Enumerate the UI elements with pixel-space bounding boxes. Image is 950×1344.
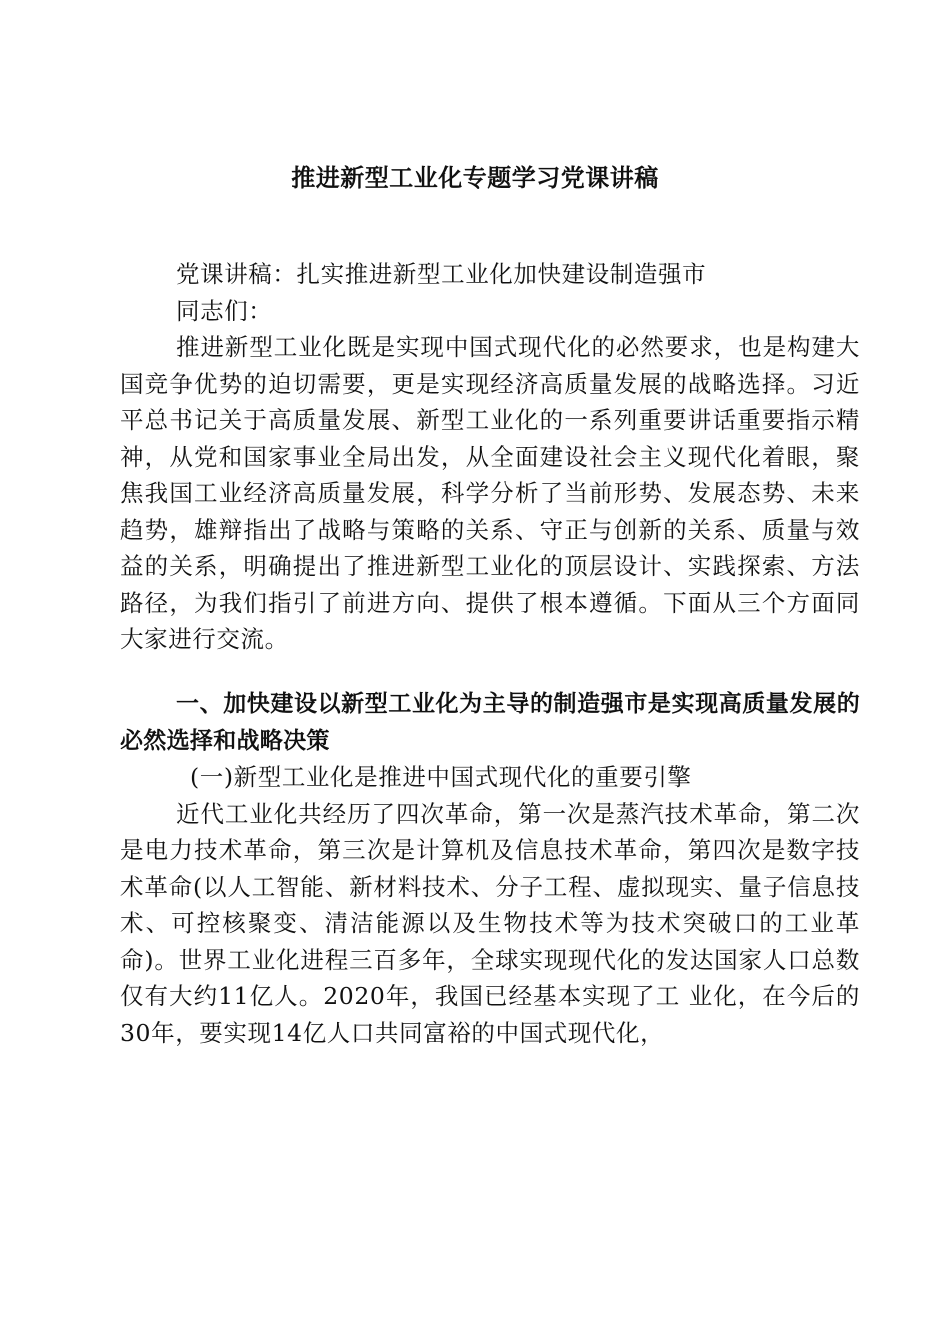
document-title: 推进新型工业化专题学习党课讲稿: [291, 164, 659, 192]
salutation: 同志们：: [176, 296, 273, 325]
section-subheading: (一)新型工业化是推进中国式现代化的重要引擎: [190, 763, 692, 791]
document-body-top: [120, 256, 860, 658]
section-paragraph: 近代工业化共经历了四次革命，第一次是蒸汽技术革命，第二次是电力技术革命，第三次是计算机及信息技术革命，第四次是数字技术革命(以人工智能、新材料技术、分子工程、虚拟现实、量子信息技术、可控核聚变、清洁能源以及生物技术等为技术突破口的工业革命)。世界工业化进程三百多年，全球实现现代化的发达国家人口总数仅有大约11亿人。2020年，我国已经基本实现了工 业化，在今后的30年，要实现14亿人口共同富裕的中国式现代化，: [120, 799, 860, 1047]
intro-paragraph: 推进新型工业化既是实现中国式现代化的必然要求，也是构建大国竞争优势的迫切需要，更是实现经济高质量发展的战略选择。习近平总书记关于高质量发展、新型工业化的一系列重要讲话重要指示精神，从党和国家事业全局出发，从全面建设社会主义现代化着眼，聚焦我国工业经济高质量发展，科学分析了当前形势、发展态势、未来趋势，雄辩指出了战略与策略的关系、守正与创新的关系、质量与效益的关系，明确提出了推进新型工业化的顶层设计、实践探索、方法路径，为我们指引了前进方向、提供了根本遵循。下面从三个方面同大家进行交流。: [120, 333, 860, 653]
section-heading: 一、加快建设以新型工业化为主导的制造强市是实现高质量发展的必然选择和战略决策: [120, 691, 860, 754]
section-one: [120, 686, 860, 1051]
document-subtitle: 党课讲稿：扎实推进新型工业化加快建设制造强市: [176, 260, 707, 288]
